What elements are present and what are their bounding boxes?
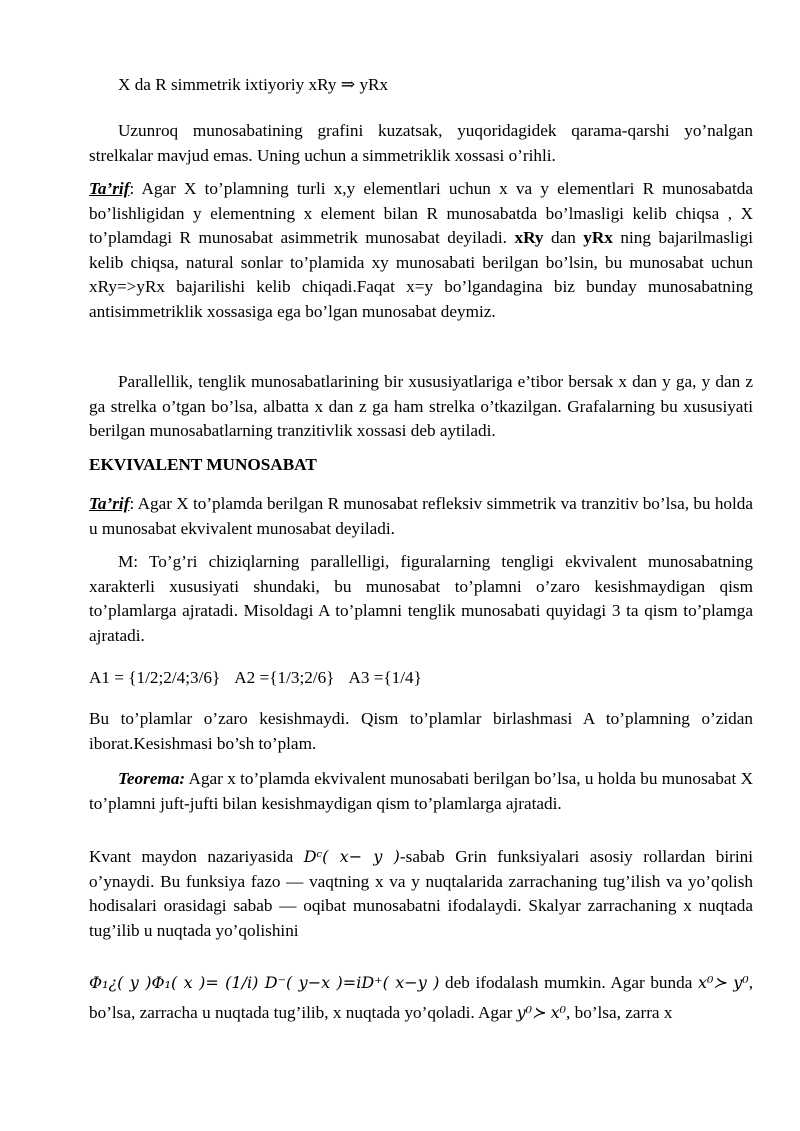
definition-text-a: : Agar X to’plamning turli x,y elementlari uchun x va y elementlari R munosabatda bo’lishligidan y elementning x element bilan R munosabatda bo’lmasligi kelib chiqsa , X to’plamdagi R munosabat asimmetrik munosabat deyiladi. bbox=[89, 179, 753, 248]
definition-term: Ta’rif bbox=[89, 179, 130, 198]
quantum-text-b: -sabab Grin funksiyalari asosiy rollardan birini o’ynaydi. Bu funksiya fazo — vaqtning x va y nuqtalarida zarrachaning tug’ilish va yo’qolish hodisalari orasidagi sabab — oqibat munosabatni ifodalaydi. Skalyar zarrachaning x nuqtada tug’ilib u nuqtada yo’qolishini bbox=[89, 847, 753, 940]
formula-propagator: Φ₁¿( y )Φ₁( x )= (1/i) D⁻( y−x )=iD⁺( x−y ) bbox=[89, 973, 440, 992]
set-a1: A1 = {1/2;2/4;3/6} bbox=[89, 668, 221, 687]
paragraph-disjoint: Bu to’plamlar o’zaro kesishmaydi. Qism to’plamlar birlashmasi A to’plamning o’zidan iborat.Kesishmasi bo’sh to’plam. bbox=[89, 709, 753, 753]
section-heading: EKVIVALENT MUNOSABAT bbox=[89, 455, 317, 474]
paragraph-quantum bbox=[89, 845, 753, 943]
propagator-text-a: deb ifodalash mumkin. Agar bunda bbox=[439, 973, 698, 992]
definition-text-2: : Agar X to’plamda berilgan R munosabat refleksiv simmetrik va tranzitiv bo’lsa, bu holda u munosabat ekvivalent munosabat deyiladi. bbox=[89, 494, 753, 538]
definition-text-b: ning bajarilmasligi kelib chiqsa, natural sonlar to’plamida xy munosabati berilgan bo’lsin, bu munosabat uchun xRy=>yRx bajarilishi kelib chiqadi.Faqat x=y bo’lgandagina biz bunday munosabatning antisimmetriklik xossasiga ega bo’lgan munosabat deymiz. bbox=[89, 228, 753, 321]
theorem bbox=[89, 767, 753, 816]
definition-equivalence bbox=[89, 492, 753, 541]
sets-line bbox=[89, 666, 753, 691]
condition-x0-gt-y0: x⁰≻ y⁰ bbox=[697, 973, 749, 992]
paragraph-transitivity: Parallellik, tenglik munosabatlarining bir xususiyatlariga e’tibor bersak x dan y ga, y dan z ga strelka o’tgan bo’lsa, albatta x dan z ga ham strelka o’tkazilgan. Grafalarning bu xususiyati berilgan munosabatlarning tranzitivlik xossasi deb aytiladi. bbox=[89, 372, 753, 441]
condition-y0-gt-x0: y⁰≻ x⁰ bbox=[516, 1003, 567, 1022]
definition-term-2: Ta’rif bbox=[89, 494, 130, 513]
theorem-text: Agar x to’plamda ekvivalent munosabati berilgan bo’lsa, u holda bu munosabat X to’plamni juft-jufti bilan kesishmaydigan qism to’plamlarga ajratadi. bbox=[89, 769, 753, 813]
quantum-text-a: Kvant maydon nazariyasida bbox=[89, 847, 304, 866]
definition-bold-yrx: yRx bbox=[583, 228, 613, 248]
paragraph-symmetric: X da R simmetrik ixtiyoriy xRy ⇒ yRx bbox=[118, 75, 389, 94]
formula-green-function: Dᶜ( x− y ) bbox=[303, 847, 400, 866]
propagator-text-c: , bo’lsa, zarra x bbox=[566, 1003, 673, 1022]
definition-mid: dan bbox=[543, 228, 584, 248]
set-a2: A2 ={1/3;2/6} bbox=[234, 668, 335, 687]
paragraph-graph: Uzunroq munosabatining grafini kuzatsak, yuqoridagidek qarama-qarshi yo’nalgan strelkalar mavjud emas. Uning uchun a simmetriklik xossasi o’rihli. bbox=[89, 121, 753, 165]
propagator-text-b: , bo’lsa, zarracha u nuqtada tug’ilib, x nuqtada yo’qoladi. Agar bbox=[89, 973, 753, 1022]
definition-bold-xry: xRy bbox=[514, 228, 544, 248]
paragraph-example: M: To’g’ri chiziqlarning parallelligi, figuralarning tengligi ekvivalent munosabatning xarakterli xususiyati shundaki, bu munosabat to’plamni o’zaro kesishmaydigan qism to’plamlarga ajratadi. Misoldagi A to’plamni tenglik munosabati quyidagi 3 ta qism to’plamga ajratadi. bbox=[89, 552, 753, 645]
set-a3: A3 ={1/4} bbox=[348, 668, 422, 687]
paragraph-propagator bbox=[89, 968, 753, 1028]
theorem-label: Teorema: bbox=[118, 769, 186, 788]
definition-asymmetric bbox=[89, 177, 753, 325]
